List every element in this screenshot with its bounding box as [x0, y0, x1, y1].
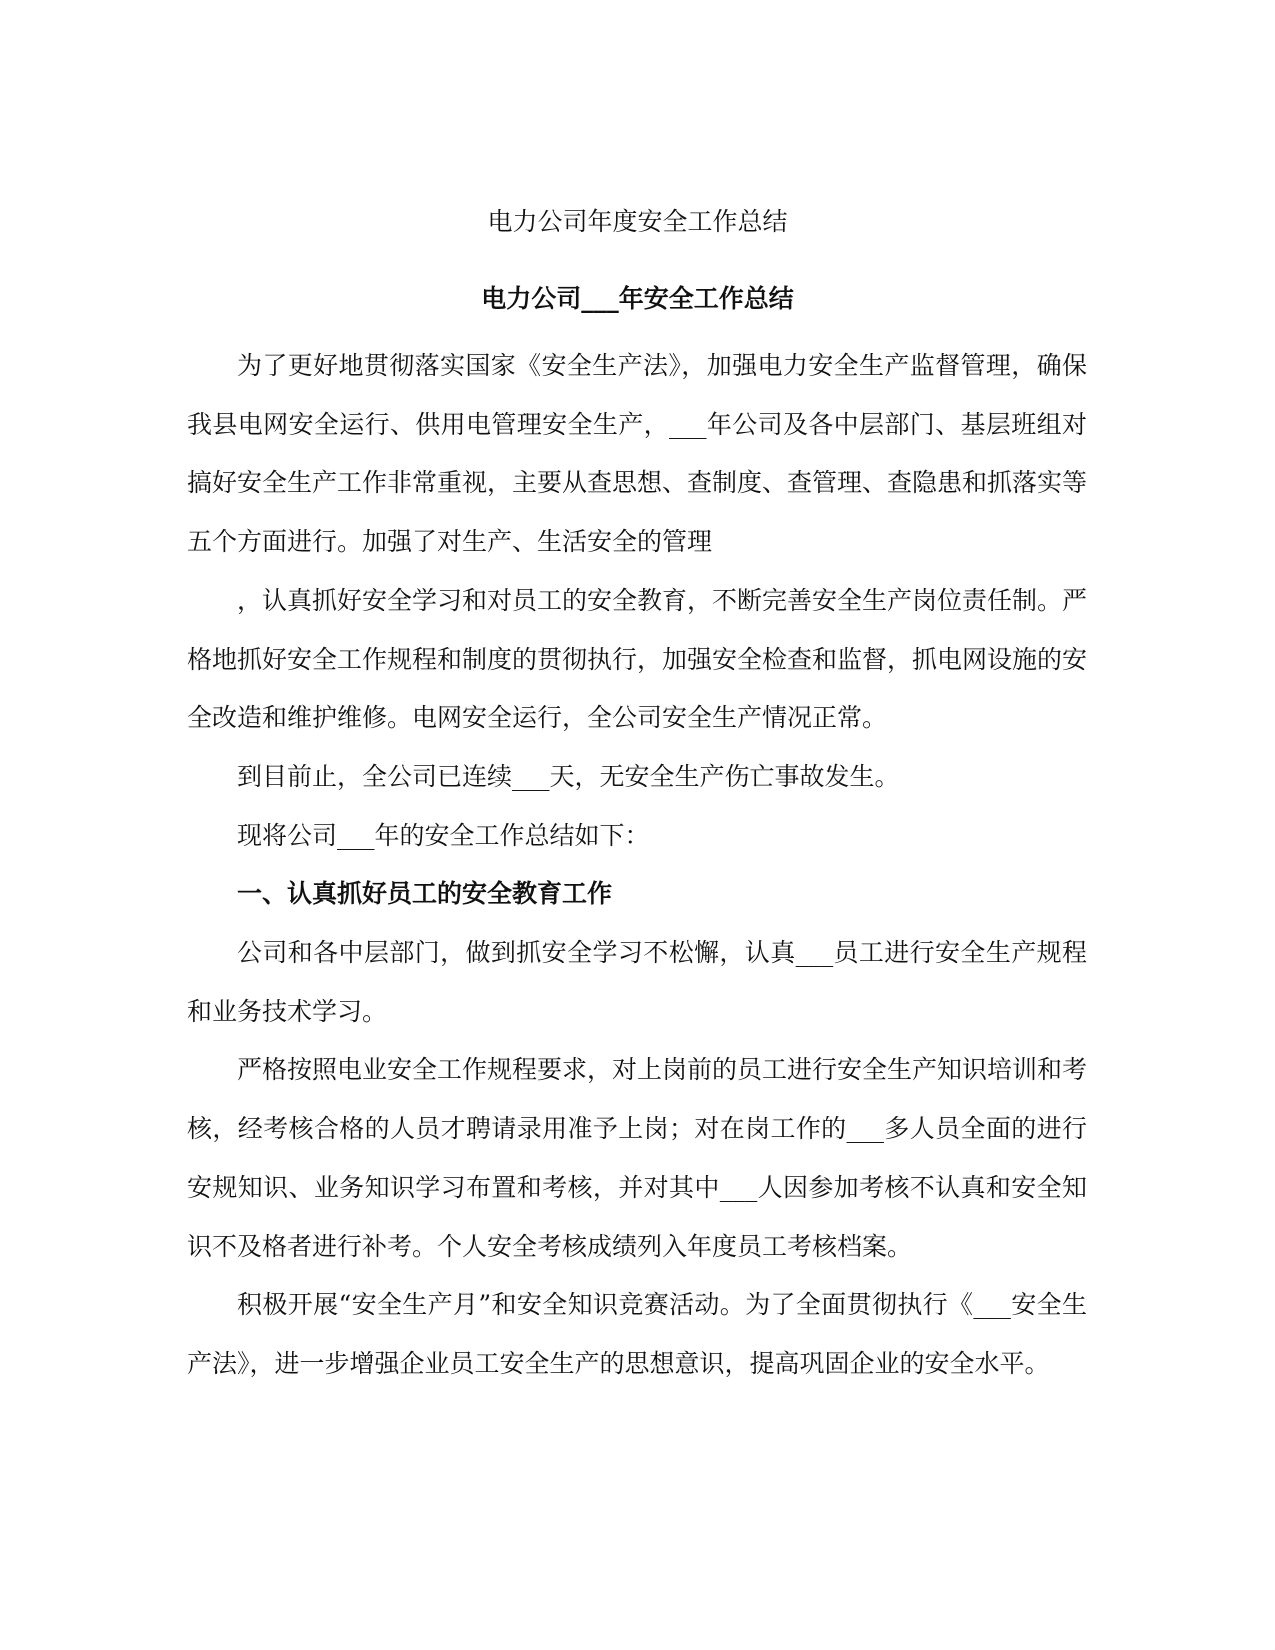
paragraph-study: 公司和各中层部门，做到抓安全学习不松懈，认真___员工进行安全生产规程和业务技术学习。	[187, 938, 1087, 1026]
paragraph-responsibility: ，认真抓好安全学习和对员工的安全教育，不断完善安全生产岗位责任制。严格地抓好安全工作规程和制度的贯彻执行，加强安全检查和监督，抓电网设施的安全改造和维护维修。电网安全运行，全公司安全生产情况正常。	[187, 585, 1088, 733]
document-subtitle: 电力公司___年安全工作总结	[481, 284, 794, 313]
paragraph-safety-days: 到目前止，全公司已连续___天，无安全生产伤亡事故发生。	[237, 761, 900, 791]
paragraph-training: 严格按照电业安全工作规程要求，对上岗前的员工进行安全生产知识培训和考核，经考核合格的人员才聘请录用准予上岗；对在岗工作的___多人员全面的进行安规知识、业务知识学习布置和考核，并对其中___人因参加考核不认真和安全知识不及格者进行补考。个人安全考核成绩列入年度员工考核档案。	[187, 1055, 1088, 1261]
document-title: 电力公司年度安全工作总结	[487, 207, 788, 236]
section-heading-1: 一、认真抓好员工的安全教育工作	[237, 879, 613, 909]
paragraph-intro: 为了更好地贯彻落实国家《安全生产法》，加强电力安全生产监督管理，确保我县电网安全运行、供用电管理安全生产，___年公司及各中层部门、基层班组对搞好安全生产工作非常重视，主要从查思想、查制度、查管理、查隐患和抓落实等五个方面进行。加强了对生产、生活安全的管理	[187, 351, 1088, 557]
document-body	[187, 337, 1087, 1394]
paragraph-safety-month: 积极开展“安全生产月”和安全知识竞赛活动。为了全面贯彻执行《___安全生产法》，进一步增强企业员工安全生产的思想意识，提高巩固企业的安全水平。	[187, 1290, 1087, 1378]
paragraph-summary-lead: 现将公司___年的安全工作总结如下：	[237, 820, 650, 850]
